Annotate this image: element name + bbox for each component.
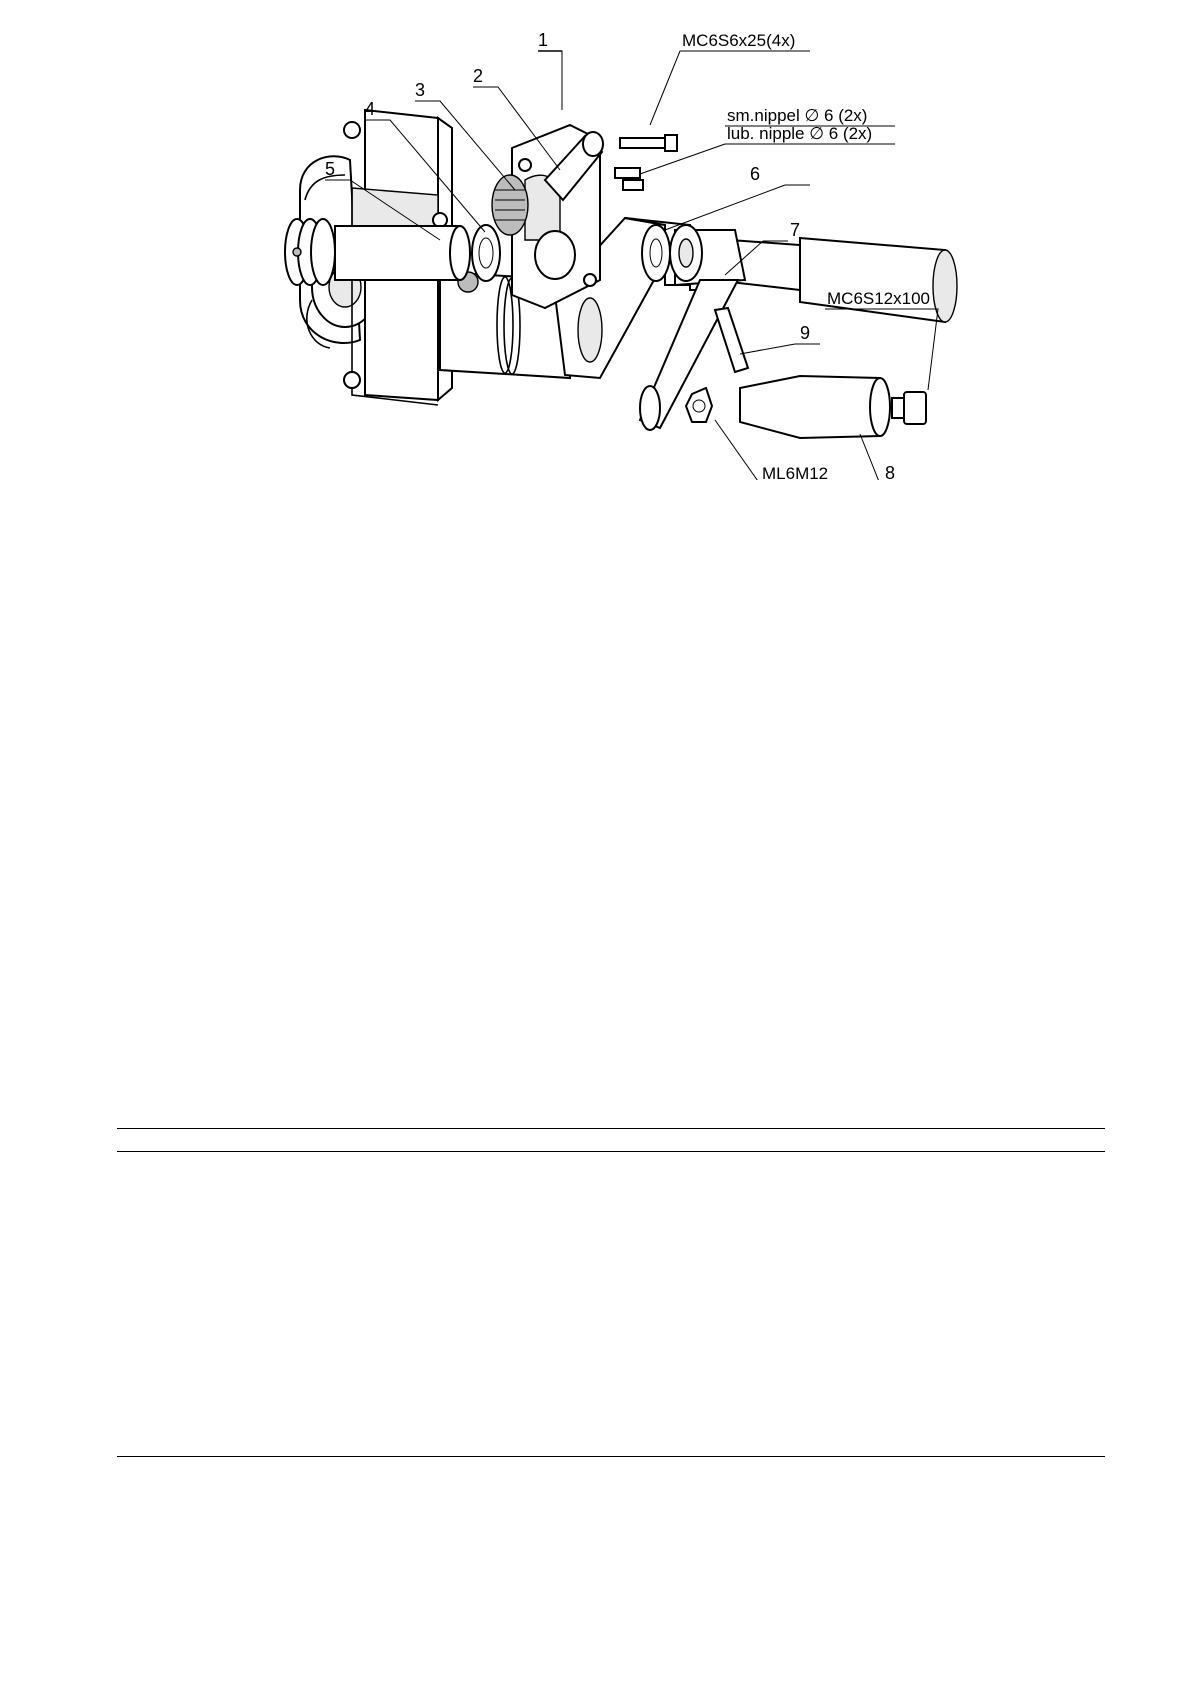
- part-6-washer: [642, 225, 670, 281]
- label-nipple-nl: sm.nippel ∅ 6 (2x): [727, 106, 868, 125]
- screws: [615, 135, 677, 190]
- table-rule-header: [117, 1151, 1105, 1152]
- label-nipple-en: lub. nipple ∅ 6 (2x): [727, 124, 873, 143]
- screw-handle: [892, 392, 926, 424]
- part-5-drum: [285, 219, 470, 285]
- label-screw-handle: MC6S12x100: [827, 289, 931, 308]
- nut: [686, 388, 712, 422]
- label-nut: ML6M12: [762, 464, 829, 480]
- callout-3: 3: [415, 80, 426, 100]
- callout-4: 4: [365, 99, 376, 119]
- table-rule-bottom: [117, 1456, 1105, 1457]
- callout-8: 8: [885, 463, 896, 480]
- callout-7: 7: [790, 220, 801, 240]
- label-screw-top: MC6S6x25(4x): [682, 31, 796, 50]
- exploded-view-drawing: [0, 0, 1190, 480]
- callout-2: 2: [473, 66, 484, 86]
- part-4-bushing: [472, 225, 500, 281]
- part-9-pin: [715, 308, 748, 372]
- part-8-handle-grip: [740, 376, 890, 438]
- callout-1: 1: [538, 30, 549, 50]
- callout-5: 5: [325, 159, 336, 179]
- callout-9: 9: [800, 323, 811, 343]
- callout-6: 6: [750, 164, 761, 184]
- table-rule-top: [117, 1128, 1105, 1129]
